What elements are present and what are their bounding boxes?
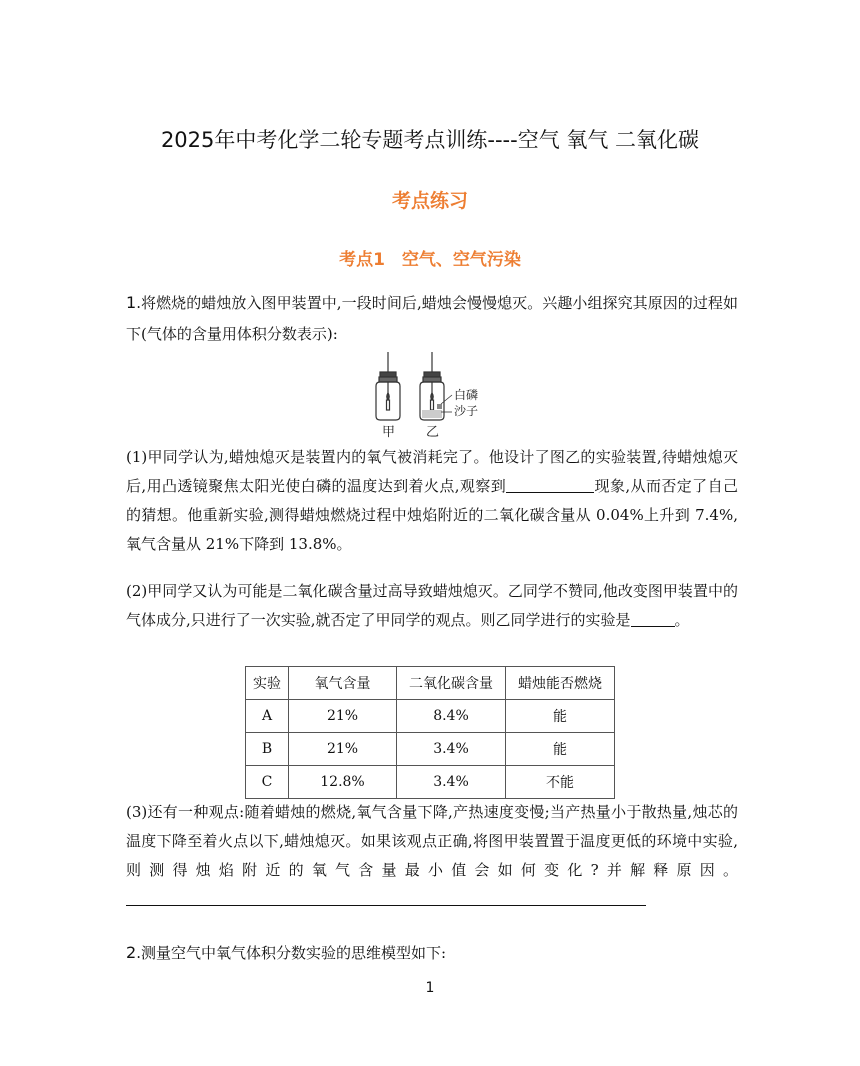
- label-sand: 沙子: [454, 404, 479, 418]
- section-heading: 考点练习: [391, 190, 468, 212]
- question-1-part-1: [126, 443, 738, 559]
- label-jia: 甲: [382, 425, 396, 440]
- subsection-heading: 考点1 空气、空气污染: [339, 250, 521, 270]
- question-2: [126, 937, 738, 969]
- part-2-text-after: 。: [674, 611, 690, 629]
- page-title: 2025年中考化学二轮专题考点训练----空气 氧气 二氧化碳: [160, 128, 700, 152]
- jar-jia-image: [376, 352, 400, 420]
- question-2-number: 2: [126, 943, 137, 962]
- experiment-table: [245, 666, 615, 799]
- table-row: [246, 766, 615, 799]
- experiment-figure: [366, 352, 496, 442]
- table-header-cell: 蜡烛能否燃烧: [506, 667, 615, 700]
- answer-blank-3[interactable]: [126, 889, 646, 906]
- table-cell: A: [246, 700, 289, 733]
- table-cell: B: [246, 733, 289, 766]
- table-cell: C: [246, 766, 289, 799]
- part-1-text-after: 现象,从而否定了自己的猜想。他重新实验,测得蜡烛燃烧过程中烛焰附近的二氧化碳含量从 0.04%上升到 7.4%,氧气含量从 21%下降到 13.8%。: [126, 477, 738, 553]
- table-header-row: [246, 667, 615, 700]
- question-2-text: .测量空气中氧气体积分数实验的思维模型如下:: [136, 944, 447, 962]
- question-1-number: 1: [126, 293, 137, 312]
- label-white-phosphorus: 白磷: [454, 388, 479, 402]
- table-cell: 能: [506, 733, 615, 766]
- question-1-intro: [126, 287, 738, 350]
- table-row: [246, 700, 615, 733]
- table-cell: 3.4%: [397, 766, 506, 799]
- part-3-text: (3)还有一种观点:随着蜡烛的燃烧,氧气含量下降,产热速度变慢;当产热量小于散热量,烛芯的温度下降至着火点以下,蜡烛熄灭。如果该观点正确,将图甲装置置于温度更低的环境中实验,则测得烛焰附近的氧气含量最小值会如何变化?并解释原因。: [126, 803, 738, 879]
- table-cell: 12.8%: [289, 766, 397, 799]
- table-cell: 21%: [289, 700, 397, 733]
- table-cell: 21%: [289, 733, 397, 766]
- answer-blank-2[interactable]: [631, 610, 675, 627]
- table-header-cell: 氧气含量: [289, 667, 397, 700]
- table-cell: 8.4%: [397, 700, 506, 733]
- table-header-cell: 二氧化碳含量: [397, 667, 506, 700]
- question-1-intro-text: .将燃烧的蜡烛放入图甲装置中,一段时间后,蜡烛会慢慢熄灭。兴趣小组探究其原因的过程如下(气体的含量用体积分数表示):: [126, 294, 738, 343]
- label-yi: 乙: [426, 425, 440, 440]
- jar-yi-image: [420, 352, 452, 420]
- answer-blank-1[interactable]: [506, 476, 594, 493]
- question-1-part-3: [126, 798, 738, 914]
- table-cell: 能: [506, 700, 615, 733]
- table-cell: 不能: [506, 766, 615, 799]
- part-1-text-before: (1)甲同学认为,蜡烛熄灭是装置内的氧气被消耗完了。他设计了图乙的实验装置,待蜡烛熄灭后,用凸透镜聚焦太阳光使白磷的温度达到着火点,观察到: [126, 448, 738, 495]
- question-1-part-2: [126, 577, 738, 635]
- page-number: 1: [425, 980, 435, 996]
- table-header-cell: 实验: [246, 667, 289, 700]
- table-cell: 3.4%: [397, 733, 506, 766]
- table-row: [246, 733, 615, 766]
- part-2-text-before: (2)甲同学又认为可能是二氧化碳含量过高导致蜡烛熄灭。乙同学不赞同,他改变图甲装置中的气体成分,只进行了一次实验,就否定了甲同学的观点。则乙同学进行的实验是: [126, 582, 738, 629]
